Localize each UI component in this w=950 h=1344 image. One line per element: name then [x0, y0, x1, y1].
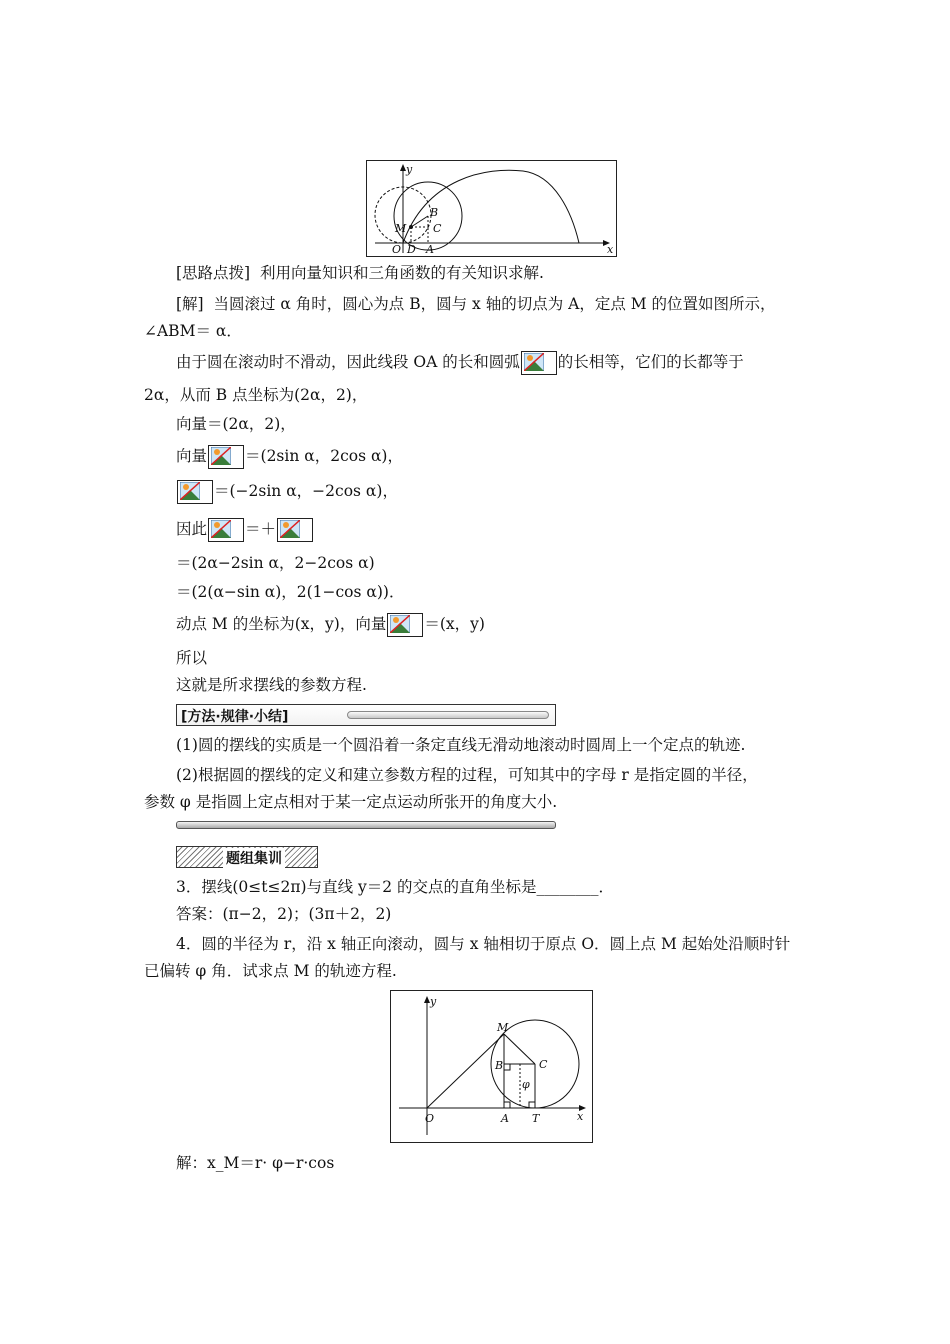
method-point-2a: (2)根据圆的摆线的定义和建立参数方程的过程，可知其中的字母 r 是指定圆的半径， — [176, 766, 758, 784]
svg-text:x: x — [577, 1110, 584, 1123]
svg-text:M: M — [497, 1021, 509, 1034]
image-placeholder-icon — [387, 613, 423, 637]
svg-text:A: A — [501, 1112, 509, 1125]
solution-line-4: 2α，从而 B 点坐标为(2α，2)， — [144, 386, 368, 404]
figure-rolling-circle — [390, 990, 593, 1143]
hint-line: [思路点拨] 利用向量知识和三角函数的有关知识求解. — [176, 264, 544, 282]
svg-text:T: T — [532, 1112, 540, 1125]
solution-line-9: ＝(2α−2sin α，2−2cos α) — [176, 554, 375, 572]
svg-text:C: C — [539, 1058, 548, 1071]
answer-4: 解：x_M＝r· φ−r·cos — [176, 1154, 335, 1172]
svg-text:B: B — [495, 1059, 504, 1072]
svg-text:O: O — [392, 243, 402, 256]
question-3: 3．摆线(0≤t≤2π)与直线 y＝2 的交点的直角坐标是________． — [176, 878, 615, 896]
figure-cycloid — [366, 160, 617, 257]
image-placeholder-icon — [277, 518, 313, 542]
solution-line-11: 动点 M 的坐标为(x，y)，向量 ＝(x，y) — [176, 613, 485, 637]
solution-line-8: 因此 ＝＋ — [176, 518, 314, 542]
svg-text:x: x — [607, 243, 614, 256]
svg-text:C: C — [433, 222, 442, 235]
solution-line-12: 所以 — [176, 649, 208, 667]
solution-line-6: 向量 ＝(2sin α，2cos α)， — [176, 445, 403, 469]
svg-text:y: y — [406, 163, 413, 176]
question-4a: 4．圆的半径为 r，沿 x 轴正向滚动，圆与 x 轴相切于原点 O．圆上点 M 起始处沿顺时针 — [176, 935, 791, 953]
solution-line-7: ＝(−2sin α，−2cos α)， — [176, 480, 398, 504]
question-4b: 已偏转 φ 角．试求点 M 的轨迹方程. — [144, 962, 397, 980]
answer-3: 答案：(π−2，2)；(3π＋2，2) — [176, 905, 392, 923]
image-placeholder-icon — [177, 480, 213, 504]
svg-text:y: y — [430, 995, 437, 1008]
svg-text:O: O — [425, 1112, 435, 1125]
image-placeholder-icon — [521, 351, 557, 375]
svg-text:B: B — [430, 206, 439, 219]
solution-line-3: 由于圆在滚动时不滑动，因此线段 OA 的长和圆弧 的长相等，它们的长都等于 — [176, 351, 744, 375]
image-placeholder-icon — [208, 445, 244, 469]
method-point-1: (1)圆的摆线的实质是一个圆沿着一条定直线无滑动地滚动时圆周上一个定点的轨迹. — [176, 736, 746, 754]
method-banner: [方法·规律·小结] — [176, 704, 556, 726]
solution-line-1: [解] 当圆滚过 α 角时，圆心为点 B，圆与 x 轴的切点为 A，定点 M 的位置如图所示， — [176, 295, 776, 313]
image-placeholder-icon — [208, 518, 244, 542]
practice-banner: 题组集训 — [176, 846, 318, 868]
solution-line-13: 这就是所求摆线的参数方程. — [176, 676, 367, 694]
svg-text:A: A — [426, 243, 434, 256]
solution-line-2: ∠ABM＝ α． — [144, 322, 242, 340]
solution-line-10: ＝(2(α−sin α)，2(1−cos α))． — [176, 583, 405, 601]
method-separator — [176, 821, 556, 829]
svg-text:M: M — [395, 222, 407, 235]
svg-text:φ: φ — [522, 1078, 530, 1091]
svg-text:D: D — [407, 243, 416, 256]
solution-line-5: 向量＝(2α，2)， — [176, 415, 296, 433]
method-point-2b: 参数 φ 是指圆上定点相对于某一定点运动所张开的角度大小. — [144, 793, 558, 811]
